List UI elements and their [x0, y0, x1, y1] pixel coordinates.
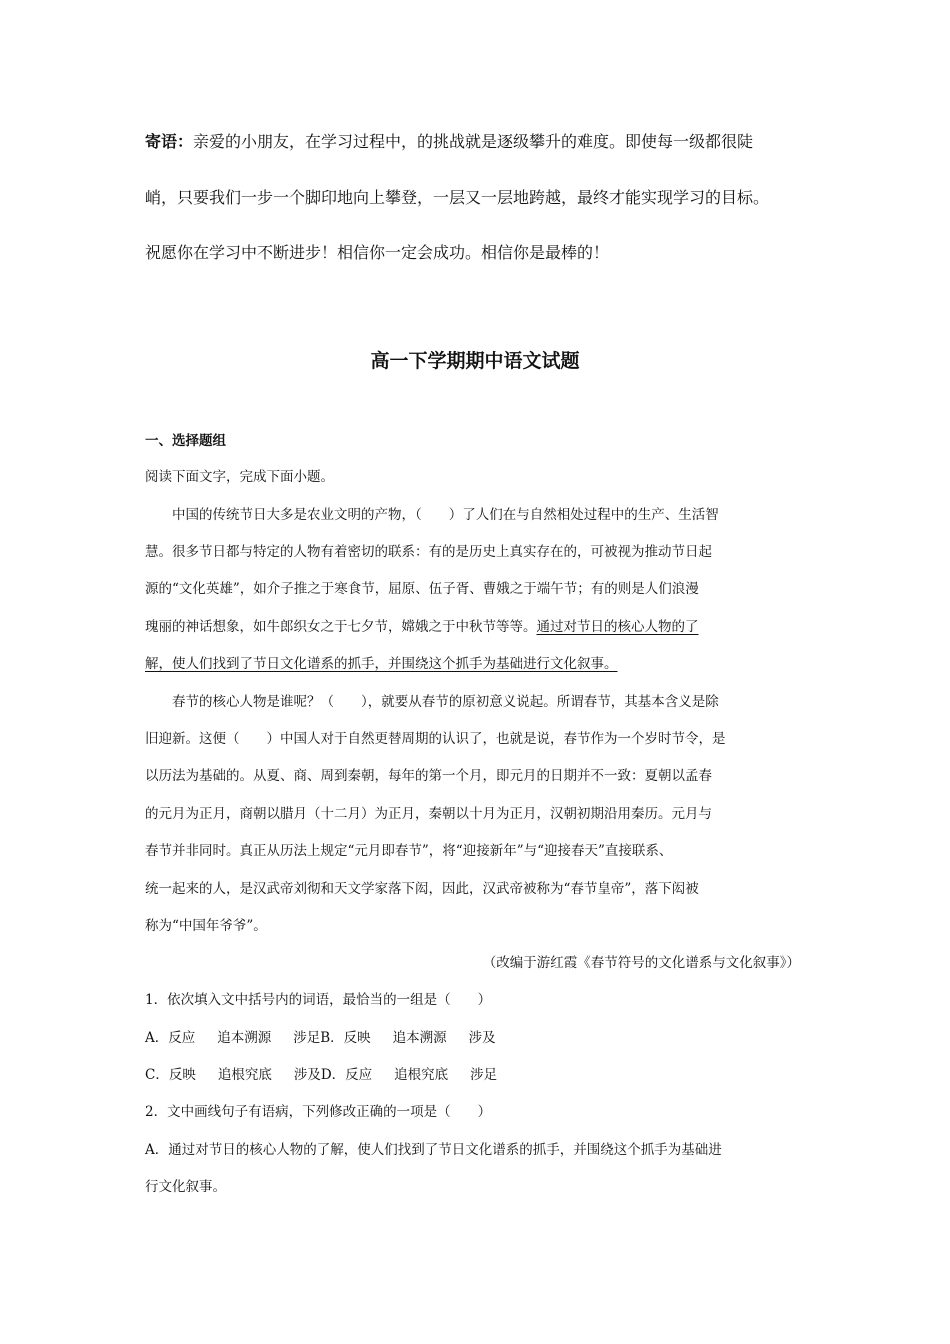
- intro-line-3: 祝愿你在学习中不断进步！相信你一定会成功。相信你是最棒的！: [145, 243, 610, 262]
- passage-p2-line-4: 的元月为正月，商朝以腊月（十二月）为正月，秦朝以十月为正月，汉朝初期沿用秦历。元月与: [145, 806, 712, 822]
- passage-p2-line-7: 称为“中国年爷爷”。: [145, 918, 267, 934]
- section-instruction: 阅读下面文字，完成下面小题。: [145, 469, 334, 485]
- q1-option-a-label: A．反应: [145, 1030, 196, 1046]
- passage-p1-line-4-text: 瑰丽的神话想象，如牛郎织女之于七夕节，嫦娥之于中秋节等等。: [145, 619, 537, 635]
- section-heading: 一、选择题组: [145, 433, 226, 449]
- question-1-stem: 1．依次填入文中括号内的词语，最恰当的一组是（ ）: [145, 992, 492, 1008]
- passage-p2-line-2: 旧迎新。这便（ ）中国人对于自然更替周期的认识了，也就是说，春节作为一个岁时节令，是: [145, 731, 726, 747]
- passage-p2-line-3: 以历法为基础的。从夏、商、周到秦朝，每年的第一个月，即元月的日期并不一致：夏朝以孟春: [145, 768, 712, 784]
- q1-option-c-word3: 涉及: [293, 1067, 321, 1083]
- question-1-options-ab: [145, 1027, 810, 1049]
- page-title: 高一下学期期中语文试题: [370, 350, 580, 372]
- question-1-options-cd: [145, 1064, 810, 1086]
- q1-option-d-label: D．反应: [320, 1067, 373, 1083]
- q1-option-d-word3: 涉足: [470, 1067, 498, 1083]
- intro-line-2: 峭，只要我们一步一个脚印地向上攀登，一层又一层地跨越，最终才能实现学习的目标。: [145, 188, 770, 207]
- q1-option-c-label: C．反映: [145, 1067, 196, 1083]
- q1-option-d-word2: 追根究底: [394, 1067, 449, 1083]
- intro-text-1: 亲爱的小朋友，在学习过程中，的挑战就是逐级攀升的难度。即使每一级都很陡: [193, 132, 754, 151]
- q1-option-a-word2: 追本溯源: [217, 1030, 272, 1046]
- intro-label: 寄语：: [145, 132, 194, 151]
- q1-option-b-word3: 涉及: [468, 1030, 496, 1046]
- q1-option-a-word3: 涉足: [293, 1030, 321, 1046]
- underlined-sentence-part-1: 通过对节日的核心人物的了: [536, 619, 699, 635]
- passage-p2-line-1: 春节的核心人物是谁呢？（ ），就要从春节的原初意义说起。所谓春节，其基本含义是除: [172, 694, 719, 710]
- q1-option-b-word2: 追本溯源: [392, 1030, 447, 1046]
- passage-source: （改编于游红霞《春节符号的文化谱系与文化叙事》）: [482, 955, 800, 971]
- q1-option-b-label: B．反映: [320, 1030, 371, 1046]
- passage-p1-line-1: 中国的传统节日大多是农业文明的产物，（ ）了人们在与自然相处过程中的生产、生活智: [172, 507, 719, 523]
- passage-p2-line-6: 统一起来的人，是汉武帝刘彻和天文学家落下闳，因此，汉武帝被称为“春节皇帝”，落下闳被: [145, 881, 699, 897]
- underlined-sentence-part-2: 解，使人们找到了节日文化谱系的抓手，并围绕这个抓手为基础进行文化叙事。: [145, 656, 618, 672]
- passage-p1-line-4: [145, 616, 810, 638]
- question-2-option-a-line-1: A．通过对节日的核心人物的了解，使人们找到了节日文化谱系的抓手，并围绕这个抓手为基础进: [145, 1142, 722, 1158]
- intro-line-1: [145, 128, 810, 155]
- passage-p2-line-5: 春节并非同时。真正从历法上规定“元月即春节”，将“迎接新年”与“迎接春天”直接联系、: [145, 843, 673, 859]
- question-2-option-a-line-2: 行文化叙事。: [145, 1179, 226, 1195]
- passage-p1-line-2: 慧。很多节日都与特定的人物有着密切的联系：有的是历史上真实存在的，可被视为推动节日起: [145, 544, 712, 560]
- passage-p1-line-3: 源的“文化英雄”，如介子推之于寒食节，屈原、伍子胥、曹娥之于端午节；有的则是人们浪漫: [145, 581, 699, 597]
- question-2-stem: 2．文中画线句子有语病，下列修改正确的一项是（ ）: [145, 1104, 492, 1120]
- q1-option-c-word2: 追根究底: [217, 1067, 272, 1083]
